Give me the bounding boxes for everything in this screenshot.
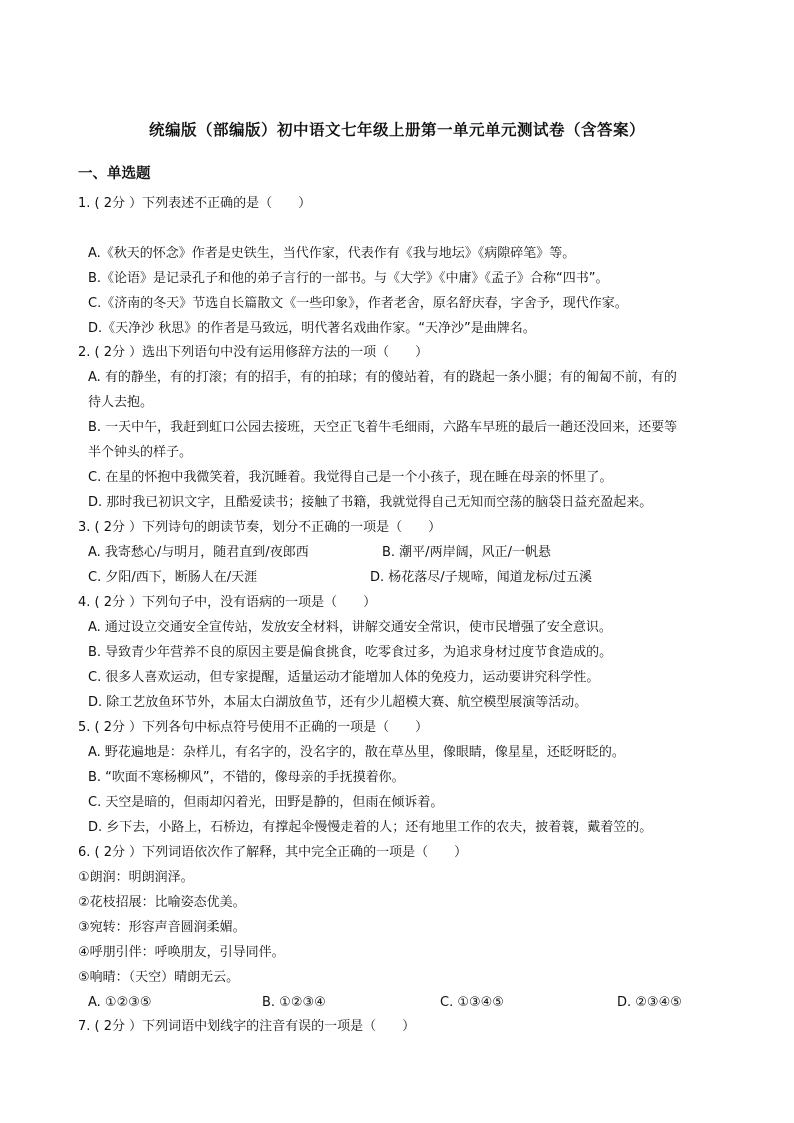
- question-6-item-2: ②花枝招展：比喻姿态优美。: [78, 895, 246, 910]
- question-6-option-a: A. ①②③⑤: [88, 995, 152, 1010]
- question-1-option-c: C.《济南的冬天》节选自长篇散文《一些印象》，作者老舍，原名舒庆春，字舍予，现代作家。: [88, 296, 628, 311]
- question-6-item-3: ③宛转：形容声音圆润柔媚。: [78, 920, 246, 935]
- page-title: 统编版（部编版）初中语文七年级上册第一单元单元测试卷（含答案）: [148, 121, 645, 139]
- question-1-option-b: B.《论语》是记录孔子和他的弟子言行的一部书。与《大学》《中庸》《孟子》合称“四书”。: [88, 271, 609, 286]
- question-3-option-c: C. 夕阳/西下，断肠人在/天涯: [88, 570, 258, 585]
- question-4-option-b: B. 导致青少年营养不良的原因主要是偏食挑食，吃零食过多，为追求身材过度节食造成的。: [88, 645, 613, 660]
- question-5-option-a: A. 野花遍地是：杂样儿，有名字的，没名字的，散在草丛里，像眼睛，像星星，还眨呀眨的。: [88, 745, 625, 760]
- question-6-option-c: C. ①③④⑤: [440, 995, 504, 1010]
- section-heading: 一、单选题: [78, 166, 151, 182]
- question-3-option-d: D. 杨花落尽/子规啼，闻道龙标/过五溪: [370, 570, 593, 585]
- question-5-option-c: C. 天空是暗的，但雨却闪着光，田野是静的，但雨在倾诉着。: [88, 795, 444, 810]
- question-2-option-d: D. 那时我已初识文字，且酷爱读书；接触了书籍，我就觉得自己无知而空荡的脑袋日益充盈起来。: [88, 495, 653, 510]
- question-4-option-c: C. 很多人喜欢运动，但专家提醒，适量运动才能增加人体的免疫力，运动要讲究科学性。: [88, 670, 600, 685]
- question-2-option-a-line1: A. 有的静坐，有的打滚；有的招手，有的拍球；有的傻站着，有的跷起一条小腿；有的匍匐不前，有的: [88, 370, 677, 385]
- question-2-option-a-line2: 待人去抱。: [88, 395, 154, 410]
- question-6-item-1: ①朗润：明朗润泽。: [78, 870, 194, 885]
- question-4-stem: 4. ( 2分 ）下列句子中，没有语病的一项是（ ）: [78, 595, 377, 610]
- question-1-option-d: D.《天净沙 秋思》的作者是马致远，明代著名戏曲作家。“天净沙”是曲牌名。: [88, 321, 536, 336]
- question-6-item-4: ④呼朋引伴：呼唤朋友，引导同伴。: [78, 945, 285, 960]
- question-2-option-b-line1: B. 一天中午，我赶到虹口公园去接班，天空正飞着牛毛细雨，六路车早班的最后一趟还没回来，还要等: [88, 420, 678, 435]
- question-3-stem: 3. ( 2分 ）下列诗句的朗读节奏，划分不正确的一项是（ ）: [78, 520, 442, 535]
- question-6-option-b: B. ①②③④: [262, 995, 326, 1010]
- question-5-stem: 5. ( 2分 ）下列各句中标点符号使用不正确的一项是（ ）: [78, 720, 429, 735]
- question-1-option-a: A.《秋天的怀念》作者是史铁生，当代作家，代表作有《我与地坛》《病隙碎笔》等。: [88, 246, 576, 261]
- question-2-stem: 2. ( 2分 ）选出下列语句中没有运用修辞方法的一项（ ）: [78, 345, 429, 360]
- question-5-option-b: B. “吹面不寒杨柳风”，不错的，像母亲的手抚摸着你。: [88, 770, 405, 785]
- question-5-option-d: D. 乡下去，小路上，石桥边，有撑起伞慢慢走着的人；还有地里工作的农夫，披着蓑，戴着笠的。: [88, 820, 653, 835]
- question-3-option-a: A. 我寄愁心/与明月，随君直到/夜郎西: [88, 545, 309, 560]
- question-4-option-a: A. 通过设立交通安全宣传站，发放安全材料，讲解交通安全常识，使市民增强了安全意识。: [88, 620, 612, 635]
- question-6-item-5: ⑤响晴：（天空）晴朗无云。: [78, 970, 240, 985]
- question-6-stem: 6. ( 2分 ）下列词语依次作了解释，其中完全正确的一项是（ ）: [78, 845, 468, 860]
- question-1-stem: 1. ( 2分 ）下列表述不正确的是（ ）: [78, 196, 312, 211]
- question-6-option-d: D. ②③④⑤: [617, 995, 682, 1010]
- question-4-option-d: D. 除工艺放鱼环节外，本届太白湖放鱼节，还有少儿超模大赛、航空模型展演等活动。: [88, 695, 588, 710]
- question-2-option-b-line2: 半个钟头的样子。: [88, 445, 193, 460]
- question-2-option-c: C. 在星的怀抱中我微笑着，我沉睡着。我觉得自己是一个小孩子，现在睡在母亲的怀里了。: [88, 470, 613, 485]
- question-7-stem: 7. ( 2分 ）下列词语中划线字的注音有误的一项是（ ）: [78, 1019, 416, 1034]
- question-3-option-b: B. 潮平/两岸阔，风正/一帆悬: [382, 545, 551, 560]
